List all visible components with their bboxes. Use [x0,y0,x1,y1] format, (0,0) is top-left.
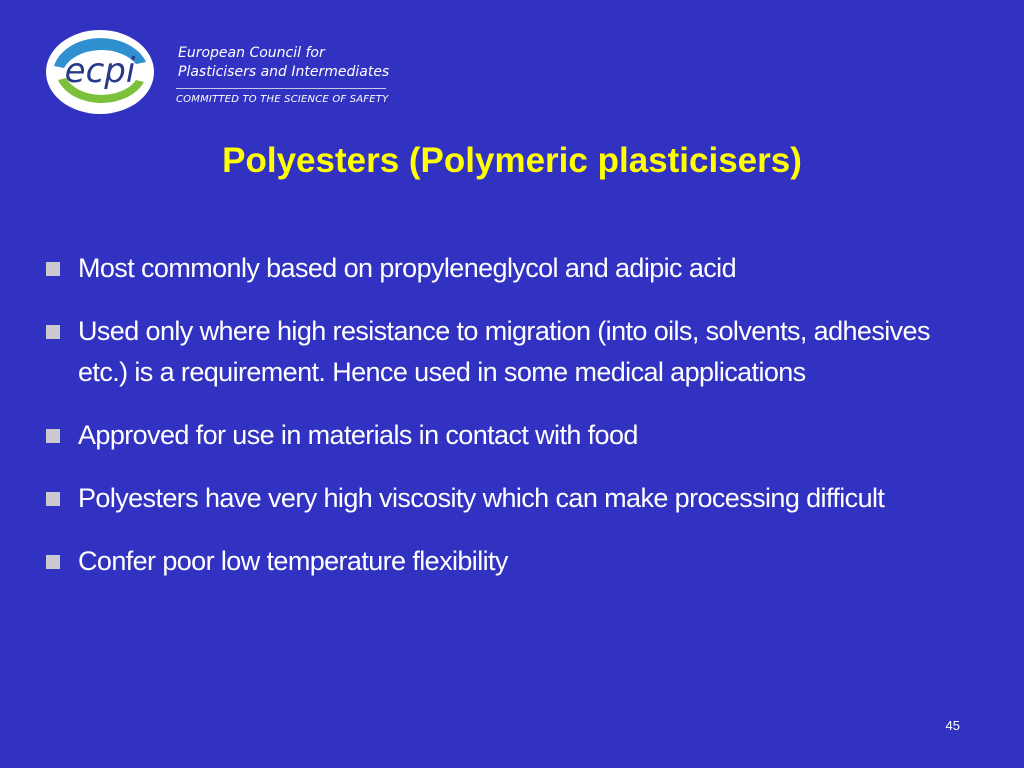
ecpi-logo-icon [44,28,156,116]
bullet-item [46,415,986,456]
bullet-item [46,541,986,582]
bullet-item [46,248,986,289]
bullet-item [46,478,986,519]
bullet-text: Used only where high resistance to migration (into oils, solvents, adhesives etc.) is a requirement. Hence used in some medical applications [78,316,930,387]
bullet-text: Most commonly based on propyleneglycol and adipic acid [78,253,736,283]
bullet-text: Polyesters have very high viscosity which can make processing difficult [78,483,885,513]
bullet-text: Approved for use in materials in contact with food [78,420,638,450]
bullet-text: Confer poor low temperature flexibility [78,546,508,576]
square-bullet-icon [46,492,60,506]
org-line-2: Plasticisers and Intermediates [178,64,390,80]
square-bullet-icon [46,325,60,339]
org-divider [176,88,386,89]
slide-title: Polyesters (Polymeric plasticisers) [222,141,802,180]
square-bullet-icon [46,429,60,443]
bullet-item [46,311,986,393]
org-tagline: COMMITTED TO THE SCIENCE OF SAFETY [176,94,389,105]
logo-text: ecpi [64,51,136,91]
org-line-1: European Council for [178,45,325,61]
square-bullet-icon [46,262,60,276]
square-bullet-icon [46,555,60,569]
bullet-list [46,248,986,604]
page-number: 45 [945,718,960,733]
organization-name [178,44,389,82]
